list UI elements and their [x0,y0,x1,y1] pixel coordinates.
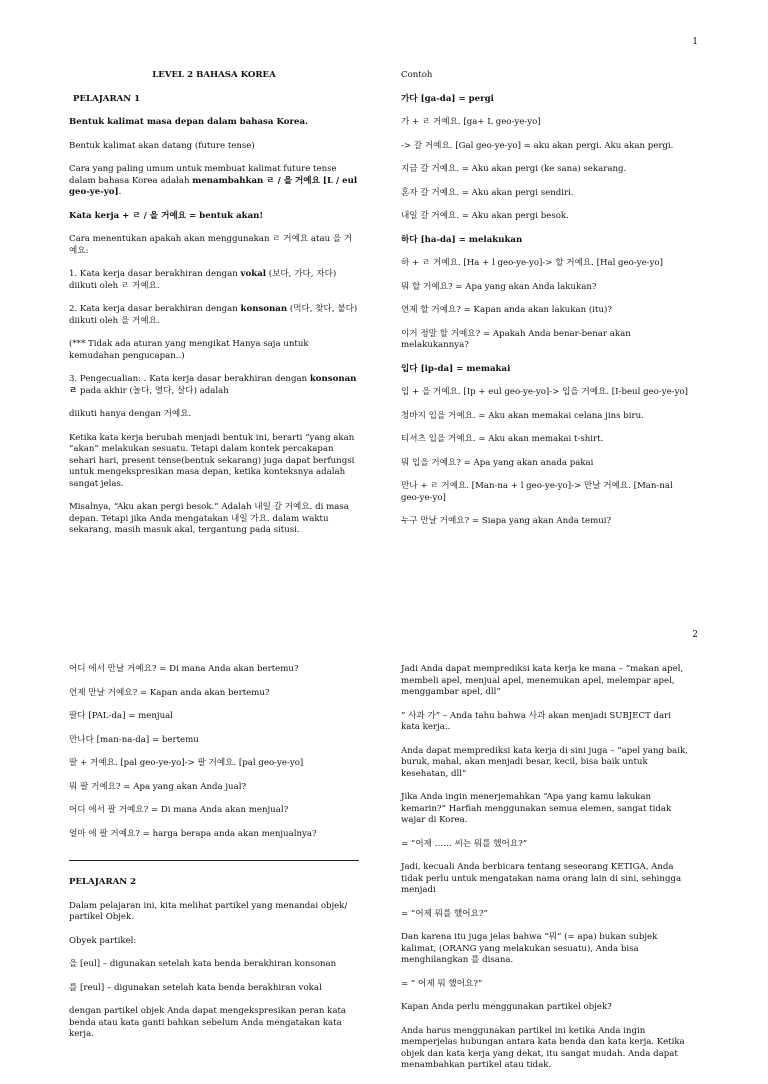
example-line: 뭐 입을 거예요? = Apa yang akan anada pakai [401,457,594,468]
example-line: 이거 정말 할 거예요? = Apakah Anda benar-benar akan melakukannya? [401,328,631,350]
example-line: 어디 에서 팔 거예요? = Di mana Anda akan menjual? [69,805,289,815]
document-page-2 [0,618,768,1070]
paragraph: Kapan Anda perlu menggunakan partikel objek? [401,1002,612,1012]
section-divider [69,860,359,861]
paragraph: 을 [eul] – digunakan setelah kata benda berakhiran konsonan [69,959,337,969]
paragraph: Anda harus menggunakan partikel ini ketika Anda ingin memperjelas hubungan antara kata benda dan kata kerja. Ketika objek dan kata kerja yang dekat, itu sangat mudah. Anda dapat menambahkan partikel atau tidak. [401,1025,685,1070]
example-line: 하 + ㄹ 거예요. [Ha + l geo-ye-yo]-> 할 거예요. [Hal geo-ye-yo] [401,258,663,268]
verb-heading: 가다 [ga-da] = pergi [401,93,494,104]
paragraph: ” 사과 가” – Anda tahu bahwa 사과 akan menjadi SUBJECT dari kata kerja.. [401,710,672,732]
example-line: 지금 갈 거예요. = Aku akan pergi (ke sana) sekarang. [401,164,627,174]
example-line: 뭐 할 거예요? = Apa yang akan Anda lakukan? [401,281,597,292]
section-subtitle: Bentuk kalimat masa depan dalam bahasa Korea. [69,117,309,127]
example-line: = ” 어제 뭐 했어요?” [401,978,483,989]
paragraph: 를 [reul] – digunakan setelah kata benda berakhiran vokal [69,982,322,993]
verb-heading: 하다 [ha-da] = melakukan [401,234,523,245]
page-number: 2 [692,630,698,640]
example-line: 입 + 을 거예요. [Ip + eul geo-ye-yo]-> 입을 거예요. [I-beul geo-ye-yo] [401,387,688,397]
lesson-heading: PELAJARAN 1 [73,93,141,104]
rule-item: 3. Pengecualian: . Kata kerja dasar berakhiran dengan konsonan ㄹ pada akhir (놀다, 열다, 살다) adalah [69,374,357,396]
example-line: 가 + ㄹ 거예요. [ga+ L geo-ye-yo] [401,117,541,127]
verb-heading: 입다 [ip-da] = memakai [401,363,511,374]
example-line: 얼마 에 팔 거예요? = harga berapa anda akan menjualnya? [69,828,317,839]
example-line: = “어제 뭐를 했어요?” [401,908,488,919]
paragraph: Obyek partikel: [69,935,137,946]
paragraph: Bentuk kalimat akan datang (future tense) [69,140,255,151]
right-column [401,70,691,540]
paragraph: Jadi Anda dapat memprediksi kata kerja ke mana – “makan apel, membeli apel, menjual apel, menemukan apel, melempar apel, menggambar apel, dll” [401,664,684,697]
example-line: 청바지 입을 거예요. = Aku akan memakai celana jins biru. [401,410,644,421]
paragraph: Cara menentukan apakah akan menggunakan ㄹ 거예요 atau 을 거예요: [69,234,353,256]
example-line: -> 갈 거예요. [Gal geo-ye-yo] = aku akan pergi. Aku akan pergi. [401,140,674,151]
example-line: 만나 + ㄹ 거예요. [Man-na + l geo-ye-yo]-> 만날 거예요. [Man-nal geo-ye-yo] [401,481,673,503]
left-column [69,70,359,549]
example-line: 티셔츠 입을 거예요. = Aku akan memakai t-shirt. [401,434,604,444]
page-number: 1 [692,37,698,47]
left-column [69,664,359,1053]
paragraph: Ketika kata kerja berubah menjadi bentuk ini, berarti “yang akan “akan” melakukan sesuatu. Tetapi dalam kontek percakapan sehari hari, present tense(bentuk sekarang) juga dapat berfungsi untuk mengekspresikan masa depan, ketika konteksnya adalah sangat jelas. [69,432,355,489]
paragraph: dengan partikel objek Anda dapat mengekspresikan peran kata benda atau kata ganti bahkan sebelum Anda mengatakan kata kerja. [69,1006,347,1039]
examples-heading: Contoh [401,70,433,80]
paragraph: Dalam pelajaran ini, kita melihat partikel yang menandai objek/ partikel Objek. [69,900,348,922]
right-column [401,664,691,1084]
example-line: 누구 만날 거예요? = Siapa yang akan Anda temui? [401,516,612,526]
example-line: 어디 에서 만날 거예요? = Di mana Anda akan bertemu? [69,664,299,674]
lesson-heading: PELAJARAN 2 [69,877,137,887]
formula: Kata kerja + ㄹ / 을 거예요 = bentuk akan! [69,210,264,221]
paragraph: Cara yang paling umum untuk membuat kalimat future tense dalam bahasa Korea adalah menambahkan ㄹ / 을 거예요 [L / eul geo-ye-yo]. [69,164,358,197]
document-title: LEVEL 2 BAHASA KOREA [152,70,276,80]
paragraph: Anda dapat memprediksi kata kerja di sini juga – “apel yang baik, buruk, mahal, akan menjadi besar, kecil, bisa baik untuk kesehatan, dll” [401,745,688,779]
example-line: 뭐 팔 거예요? = Apa yang akan Anda jual? [69,781,247,792]
note: (*** Tidak ada aturan yang mengikat Hanya saja untuk kemudahan pengucapan..) [69,339,309,361]
paragraph: diikuti hanya dengan 거예요. [69,409,192,419]
example-line: 언제 할 거예요? = Kapan anda akan lakukan (itu)? [401,305,612,315]
rule-item: 2. Kata kerja dasar berakhiran dengan konsonan (먹다, 찾다, 붙다) diikuti oleh 을 거예요. [69,304,358,326]
rule-item: 1. Kata kerja dasar berakhiran dengan vokal (보다, 가다, 자다) diikuti oleh ㄹ 거예요. [69,269,337,291]
example-line: = “어제 …… 씨는 뭐를 했어요?” [401,838,528,849]
paragraph: Jika Anda ingin menerjemahkan “Apa yang kamu lakukan kemarin?” Harfiah menggunakan semua elemen, sangat tidak wajar di Korea. [401,792,672,825]
example-line: 혼자 갈 거예요. = Aku akan pergi sendiri. [401,187,574,198]
example-line: 언제 만날 거예요? = Kapan anda akan bertemu? [69,687,270,698]
example-line: 팔다 [PAL-da] = menjual [69,711,173,721]
example-line: 만나다 [man-na-da] = bertemu [69,734,199,745]
paragraph: Dan karena itu juga jelas bahwa “뭐” (= apa) bukan subjek kalimat, (ORANG yang melakukan sesuatu), Anda bisa menghilangkan 를 disana. [401,932,658,965]
example-line: 내일 갈 거예요. = Aku akan pergi besok. [401,211,569,221]
paragraph: Misalnya, “Aku akan pergi besok.” Adalah 내일 갈 거예요. di masa depan. Tetapi jika Anda mengatakan 내일 가요. dalam waktu sekarang, masih masuk akal, tergantung pada situsi. [69,502,349,535]
example-line: 팔 + 거예요. [pal geo-ye-yo]-> 팔 거예요. [pal geo-ye-yo] [69,758,304,768]
paragraph: Jadi, kecuali Anda berbicara tentang seseorang KETIGA, Anda tidak perlu untuk mengatakan nama orang lain di sini, sehingga menjadi [401,862,682,895]
